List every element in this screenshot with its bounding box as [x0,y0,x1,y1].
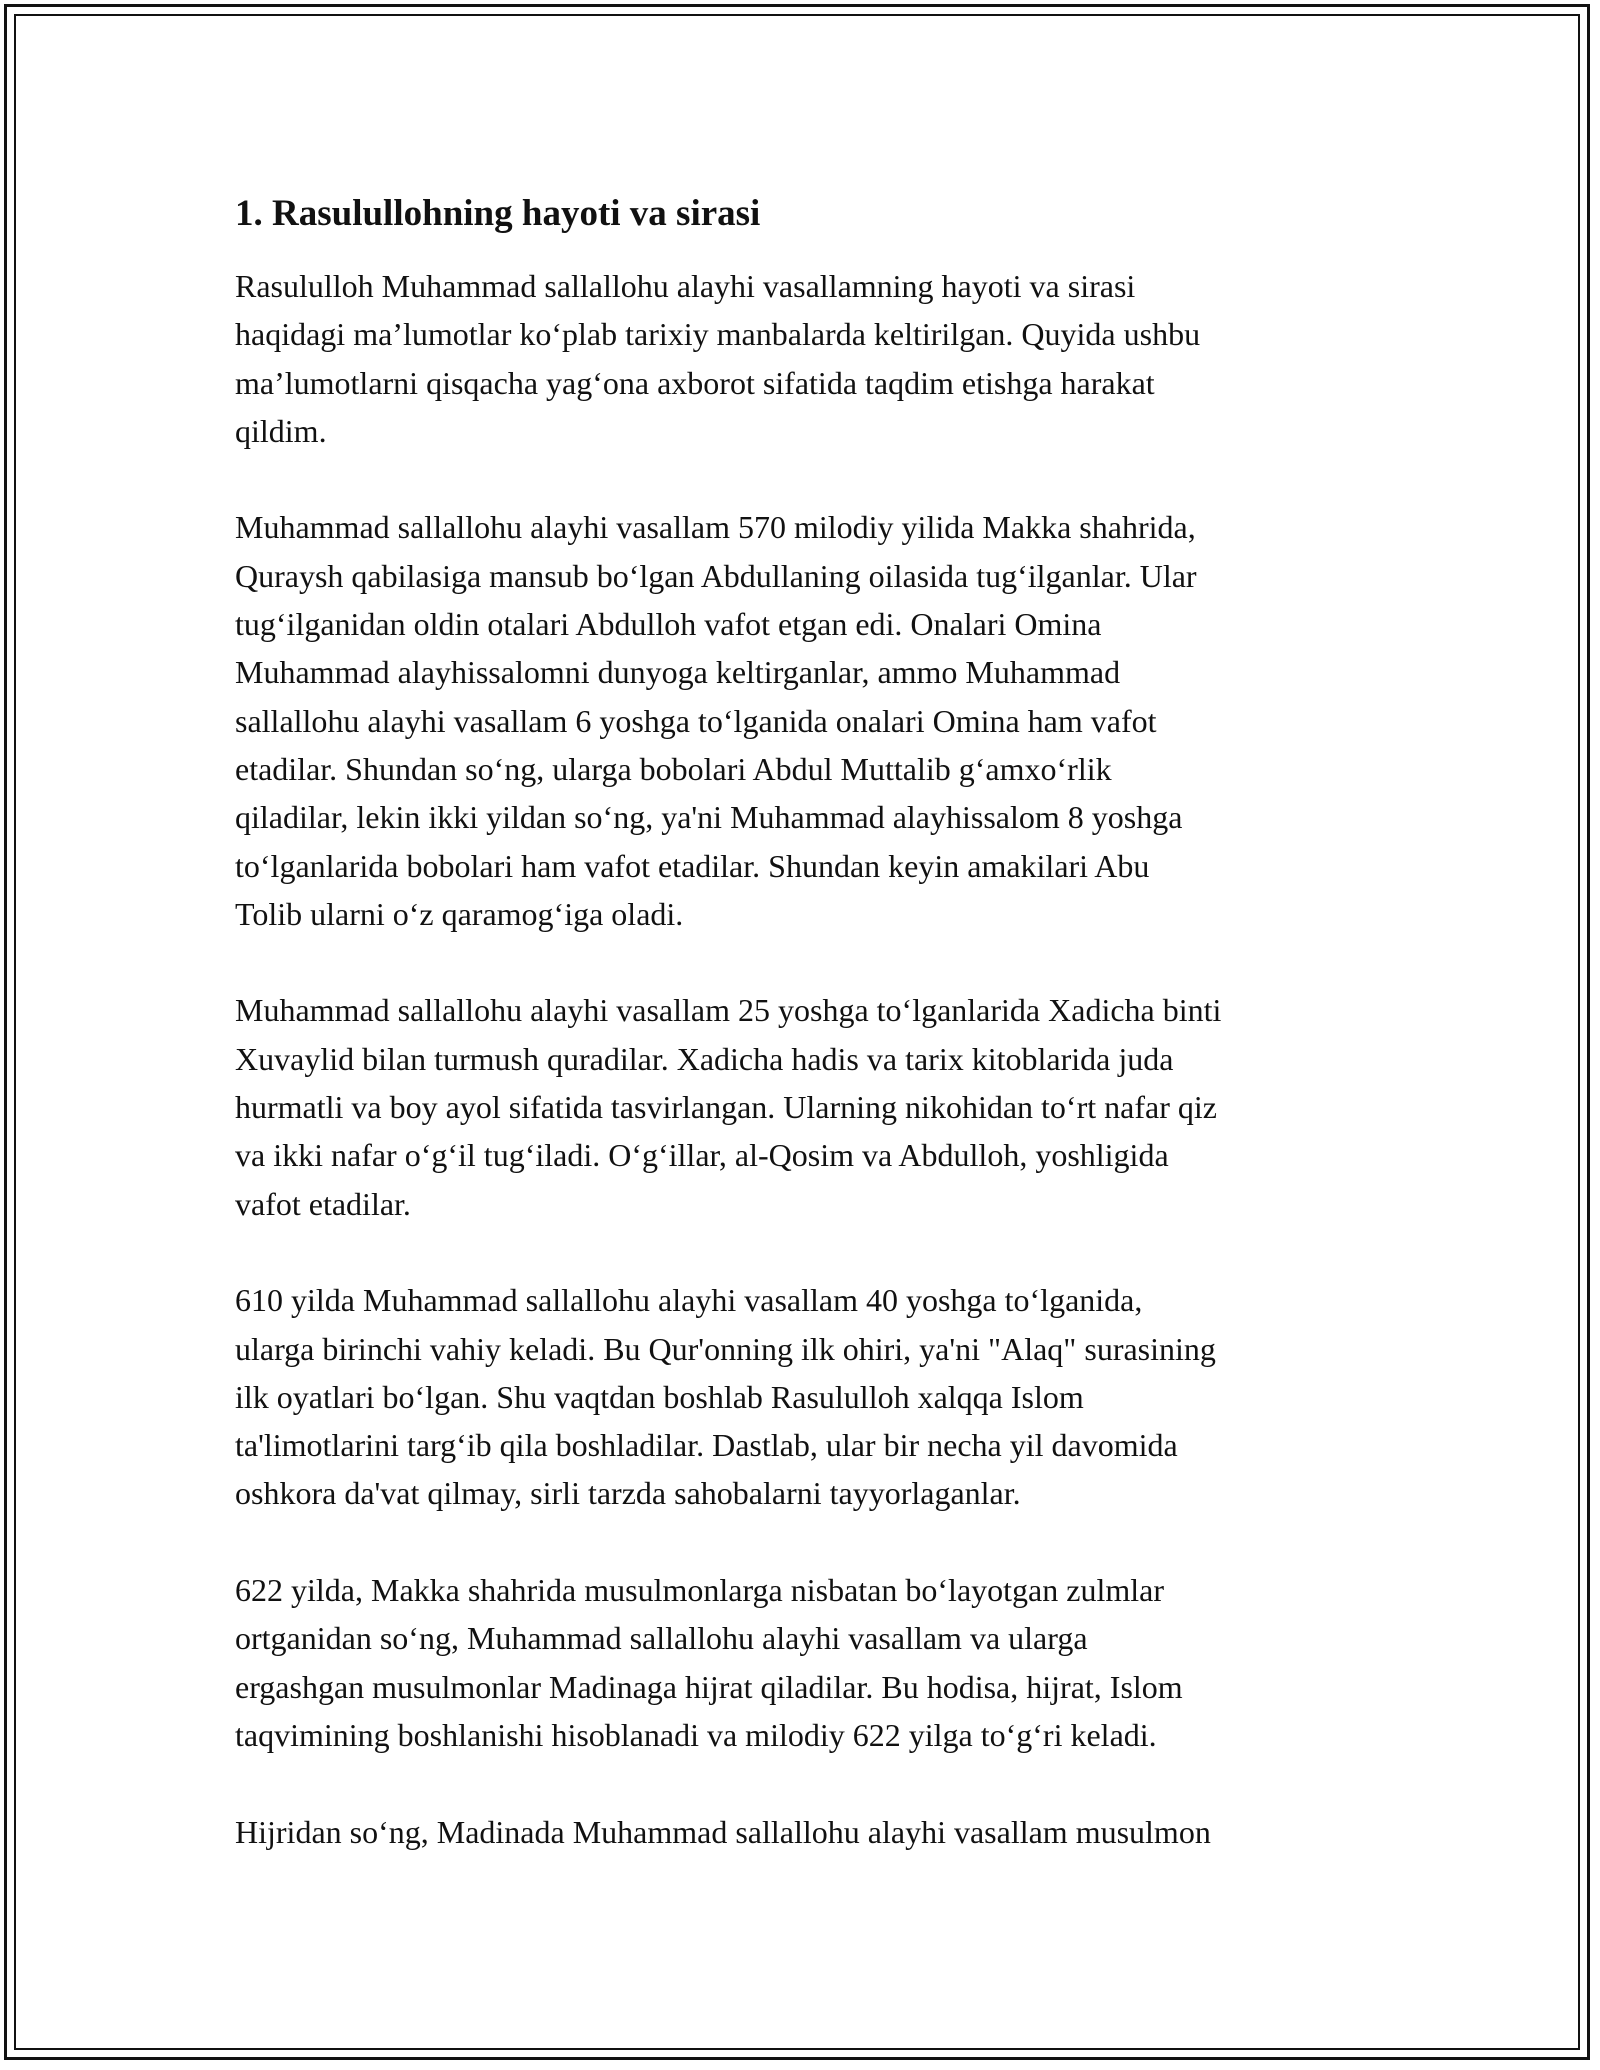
text-line: ularga birinchi vahiy keladi. Bu Qur'onning ilk ohiri, ya'ni "Alaq" surasining [235,1330,1216,1367]
text-line: Muhammad sallallohu alayhi vasallam 570 milodiy yilida Makka shahrida, [235,509,1196,546]
text-line: Muhammad alayhissalomni dunyoga keltirganlar, ammo Muhammad [235,654,1121,691]
text-line: qildim. [235,412,327,449]
text-line: 622 yilda, Makka shahrida musulmonlarga nisbatan bo‘layotgan zulmlar [235,1572,1164,1609]
text-line: etadilar. Shundan so‘ng, ularga bobolari Abdul Muttalib g‘amxo‘rlik [235,750,1112,787]
text-line: hurmatli va boy ayol sifatida tasvirlangan. Ularning nikohidan to‘rt nafar qiz [235,1089,1217,1126]
paragraph-hijrah [235,1566,1375,1759]
text-line: 610 yilda Muhammad sallallohu alayhi vasallam 40 yoshga to‘lganida, [235,1282,1143,1319]
text-line: ta'limotlarini targ‘ib qila boshladilar. Dastlab, ular bir necha yil davomida [235,1427,1178,1464]
text-line: sallallohu alayhi vasallam 6 yoshga to‘lganida onalari Omina ham vafot [235,702,1157,739]
text-line: Tolib ularni o‘z qaramog‘iga oladi. [235,895,684,932]
text-line: Muhammad sallallohu alayhi vasallam 25 yoshga to‘lganlarida Xadicha binti [235,992,1222,1029]
paragraph-birth [235,503,1375,938]
text-line: va ikki nafar o‘g‘il tug‘iladi. O‘g‘illar, al-Qosim va Abdulloh, yoshligida [235,1137,1169,1174]
paragraph-after-hijrah [235,1808,1375,1856]
text-line: oshkora da'vat qilmay, sirli tarzda sahobalarni tayyorlaganlar. [235,1475,1021,1512]
text-line: tug‘ilganidan oldin otalari Abdulloh vafot etgan edi. Onalari Omina [235,606,1102,643]
text-line: vafot etadilar. [235,1185,411,1222]
paragraph-revelation [235,1276,1375,1517]
text-line: ilk oyatlari bo‘lgan. Shu vaqtdan boshlab Rasululloh xalqqa Islom [235,1378,1084,1415]
text-line: Quraysh qabilasiga mansub bo‘lgan Abdullaning oilasida tug‘ilganlar. Ular [235,557,1197,594]
text-line: ortganidan so‘ng, Muhammad sallallohu alayhi vasallam va ularga [235,1620,1088,1657]
text-line: qiladilar, lekin ikki yildan so‘ng, ya'ni Muhammad alayhissalom 8 yoshga [235,799,1183,836]
text-line: taqvimining boshlanishi hisoblanadi va milodiy 622 yilga to‘g‘ri keladi. [235,1716,1157,1753]
paragraph-intro [235,262,1375,455]
text-line: Rasululloh Muhammad sallallohu alayhi vasallamning hayoti va sirasi [235,268,1136,304]
section-title: 1. Rasulullohning hayoti va sirasi [235,193,761,234]
text-line: Xuvaylid bilan turmush quradilar. Xadicha hadis va tarix kitoblarida juda [235,1040,1174,1077]
text-line: ma’lumotlarni qisqacha yag‘ona axborot sifatida taqdim etishga harakat [235,364,1155,401]
text-line: haqidagi ma’lumotlar ko‘plab tarixiy manbalarda keltirilgan. Quyida ushbu [235,316,1201,353]
text-line: Hijridan so‘ng, Madinada Muhammad sallallohu alayhi vasallam musulmon [235,1813,1211,1850]
document-body [235,188,1375,1904]
text-line: ergashgan musulmonlar Madinaga hijrat qiladilar. Bu hodisa, hijrat, Islom [235,1668,1183,1705]
text-line: to‘lganlarida bobolari ham vafot etadilar. Shundan keyin amakilari Abu [235,847,1150,884]
paragraph-marriage [235,986,1375,1227]
